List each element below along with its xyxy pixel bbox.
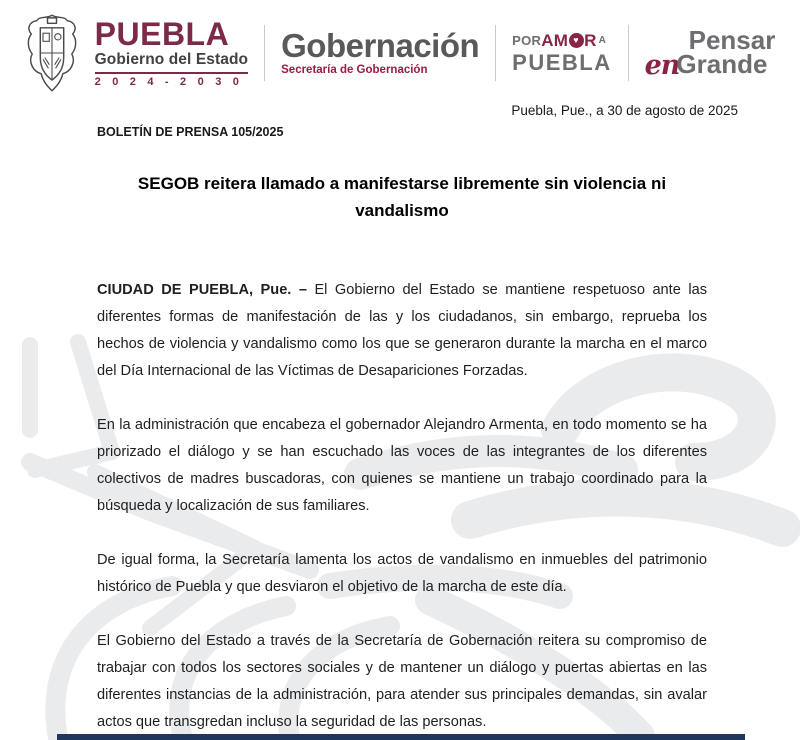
dateline-lead: CIUDAD DE PUEBLA, Pue. – <box>97 282 315 298</box>
por-amor-a-puebla-logo <box>512 32 611 74</box>
page-title: SEGOB reitera llamado a manifestarse libremente sin violencia ni vandalismo <box>137 174 667 220</box>
document-body <box>0 103 800 740</box>
paragraph-2: En la administración que encabeza el gobernador Alejandro Armenta, en todo momento se ha priorizado el diálogo y se han escuchado las voces de las integrantes de los diferentes colectivos de madres buscadoras, con quienes se mantiene un trabajo coordinado para la búsqueda y localización de sus familiares. <box>97 417 707 514</box>
date-line: Puebla, Pue., a 30 de agosto de 2025 <box>511 103 738 118</box>
puebla-logo-title: PUEBLA <box>94 16 230 52</box>
puebla-logo-years: 2 0 2 4 - 2 0 3 0 <box>94 76 244 88</box>
puebla-coat-of-arms-icon <box>25 12 79 94</box>
amor-logo-amor: AM ♥ R <box>541 31 597 50</box>
pensar-logo-word3: Grande <box>676 49 768 79</box>
logo-divider <box>495 25 496 81</box>
paragraph-1: CIUDAD DE PUEBLA, Pue. – El Gobierno del Estado se mantiene respetuoso ante las diferentes formas de manifestación de las y los ciudadanos, sin embargo, reprueba los hechos de violencia y vandalismo como los que se generaron durante la marcha en el marco del Día Internacional de las Víctimas de Desapariciones Forzadas. <box>97 282 707 379</box>
footer-accent-bar <box>57 734 745 740</box>
press-release-text <box>97 277 707 736</box>
logo-divider <box>264 25 265 81</box>
header-logos <box>0 12 800 94</box>
amor-logo-a: A <box>598 34 606 46</box>
gobernacion-logo-subtitle: Secretaría de Gobernación <box>281 64 428 77</box>
pensar-logo-word2: en <box>644 50 680 82</box>
gobernacion-logo-title: Gobernación <box>281 27 480 65</box>
paragraph-4: El Gobierno del Estado a través de la Secretaría de Gobernación reitera su compromiso de trabajar con todos los sectores sociales y de mantener un diálogo y puertas abiertas en las diferentes instancias de la administración, para atender sus principales demandas, sin avalar actos que transgredan incluso la seguridad de las personas. <box>97 633 707 730</box>
bulletin-number: BOLETÍN DE PRENSA 105/2025 <box>97 125 284 139</box>
paragraph-3: De igual forma, la Secretaría lamenta los actos de vandalismo en inmuebles del patrimonio histórico de Puebla y que desviaron el objetivo de la marcha de este día. <box>97 552 707 595</box>
puebla-logo-divider <box>95 72 248 75</box>
gobernacion-logo <box>281 29 479 77</box>
puebla-logo-subtitle: Gobierno del Estado <box>94 51 249 68</box>
heart-icon: ♥ <box>569 33 584 48</box>
amor-logo-puebla: PUEBLA <box>512 50 612 75</box>
pensar-logo-word1: Pensar <box>688 25 776 56</box>
logo-divider <box>628 25 629 81</box>
pensar-en-grande-logo <box>644 25 776 82</box>
amor-logo-por: POR <box>512 33 542 48</box>
puebla-government-logo <box>95 18 248 88</box>
